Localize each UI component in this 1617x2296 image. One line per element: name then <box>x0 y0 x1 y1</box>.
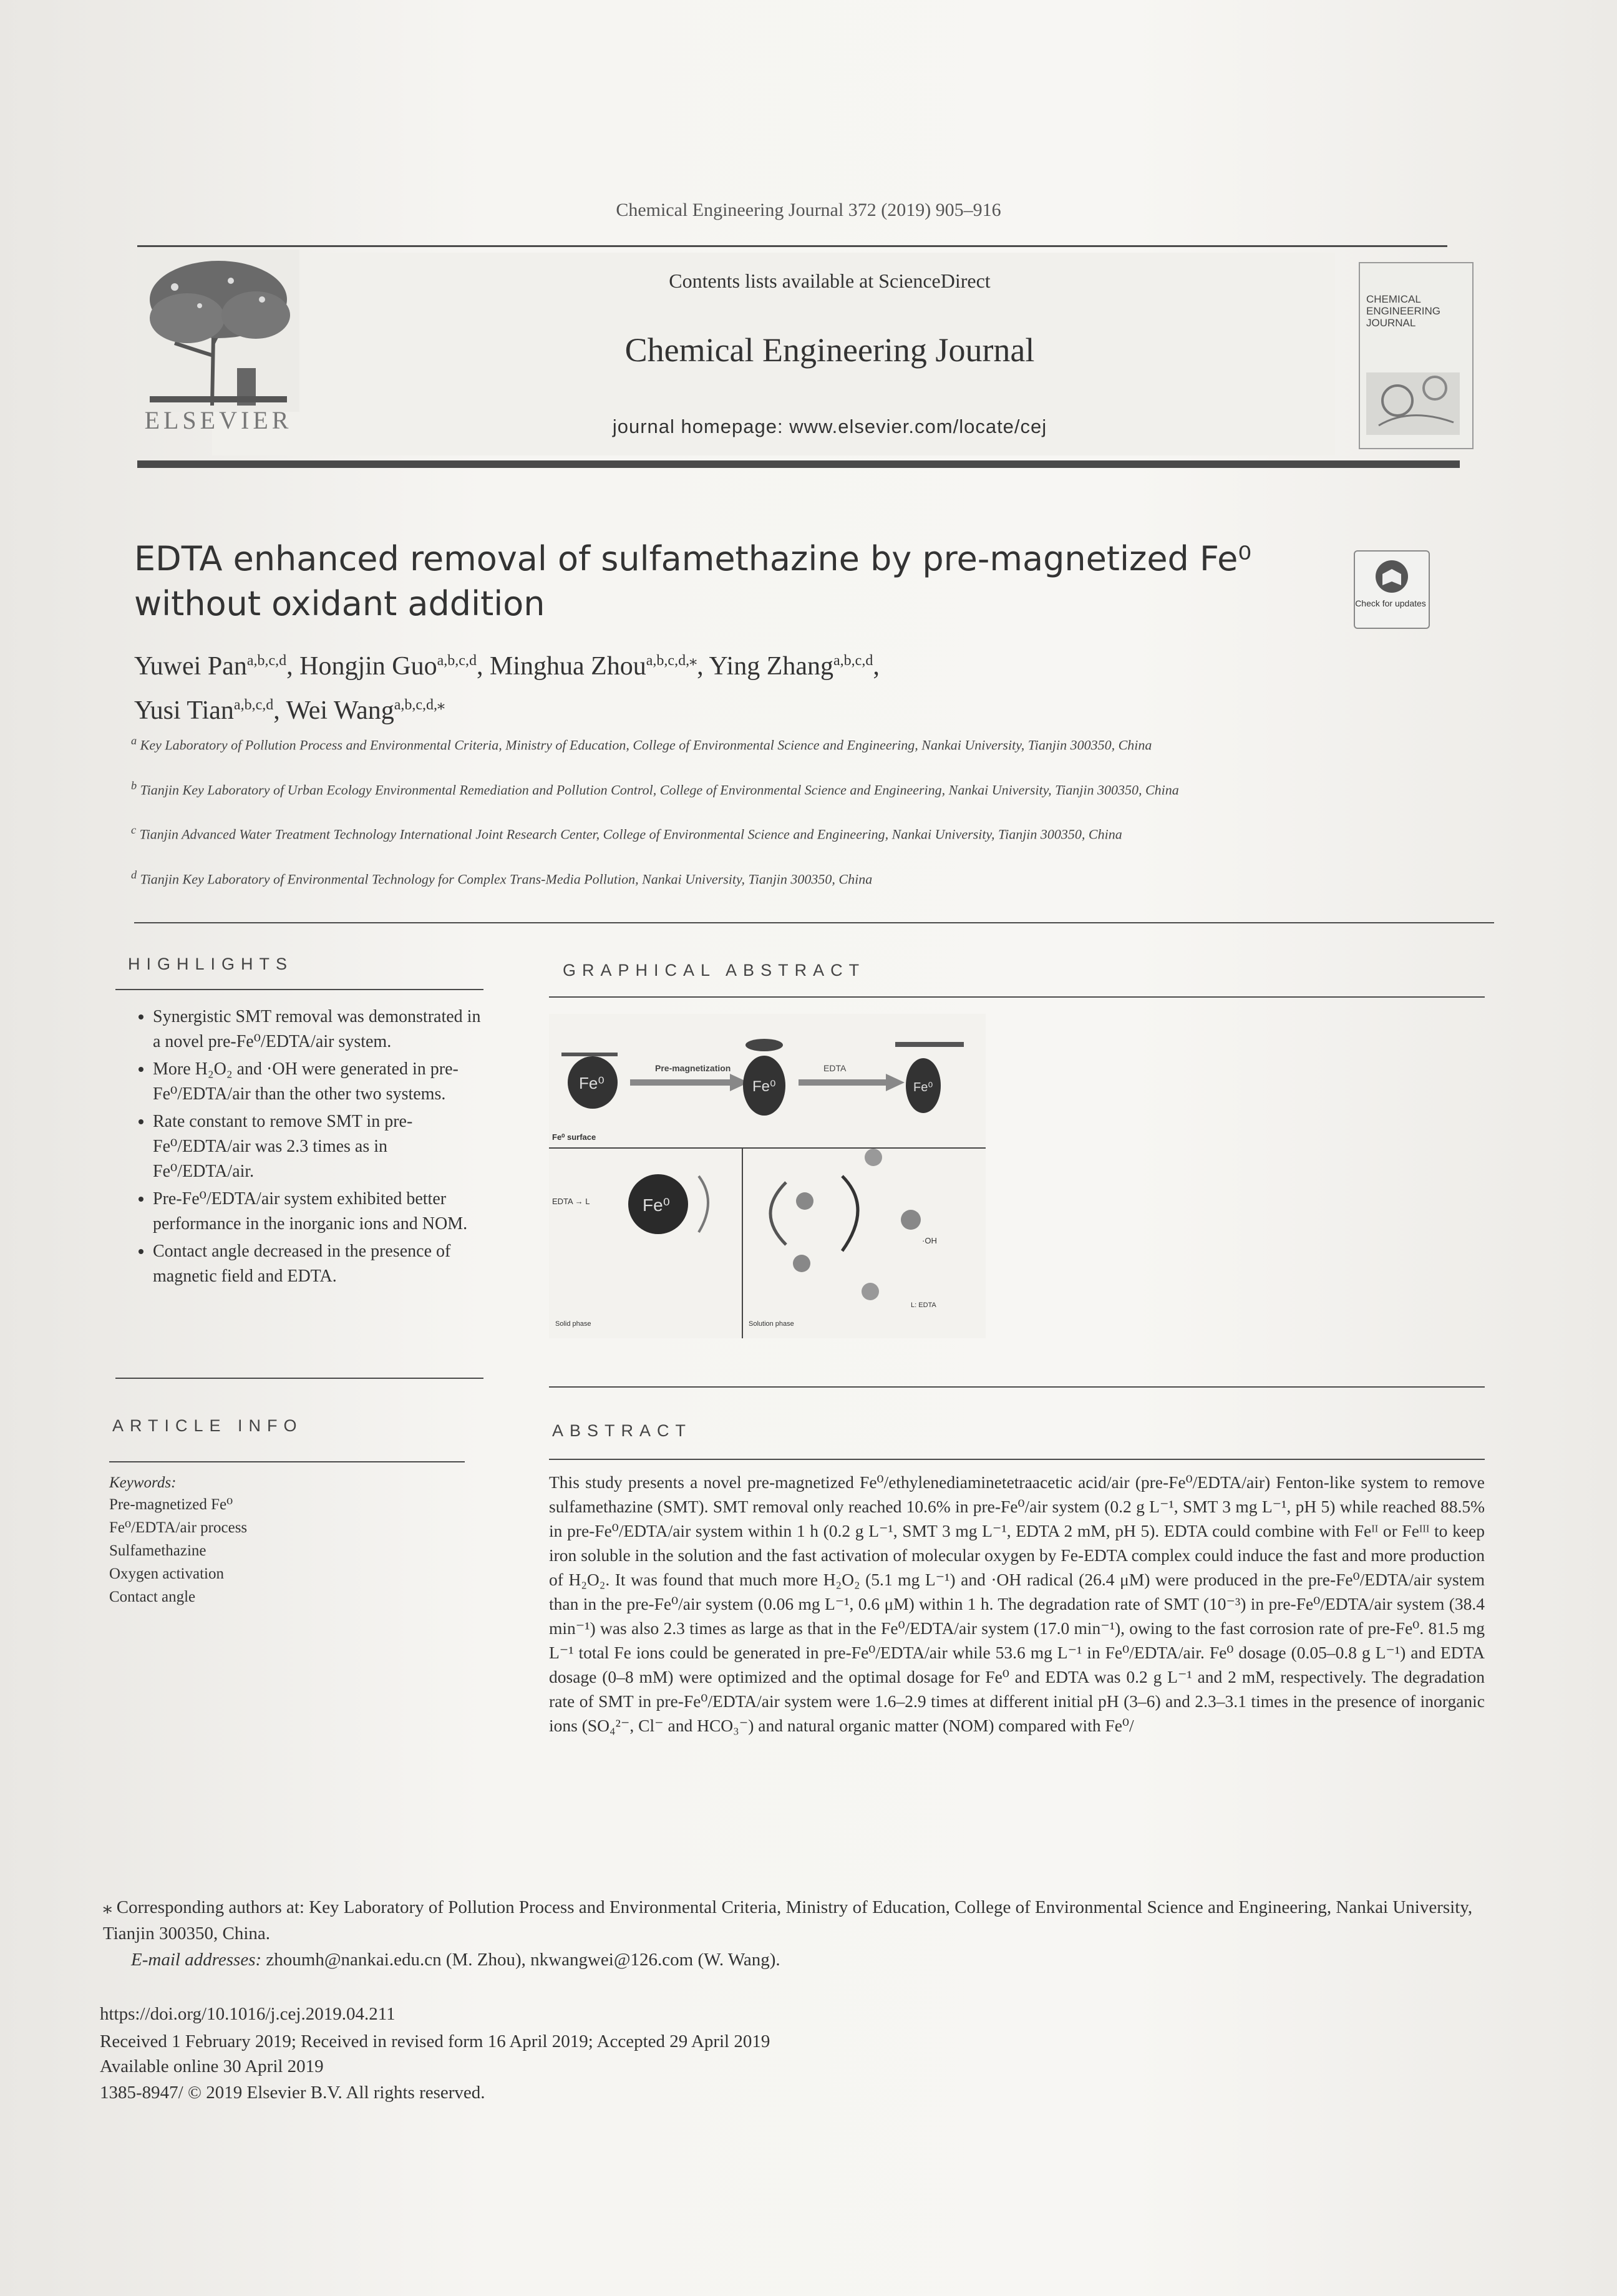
affiliation-rule <box>134 922 1494 923</box>
keyword-item: Fe⁰/EDTA/air process <box>109 1519 248 1536</box>
highlights-bottom-rule <box>115 1378 483 1379</box>
author[interactable]: Yusi Tian$^{a,b,c,d}$ <box>134 696 274 725</box>
article-info-heading: ARTICLE INFO <box>112 1416 303 1435</box>
header-thick-rule <box>137 460 1460 468</box>
ga-edta-arrow-label: EDTA <box>823 1063 847 1073</box>
ga-legend-label: L: EDTA <box>911 1301 936 1309</box>
journal-citation: Chemical Engineering Journal 372 (2019) 905–916 <box>616 200 1001 220</box>
highlight-item: • Pre-Fe⁰/EDTA/air system exhibited better performance in the inorganic ions and NOM. <box>153 1187 483 1237</box>
highlights-heading: HIGHLIGHTS <box>128 955 294 973</box>
doi-link[interactable]: https://doi.org/10.1016/j.cej.2019.04.211 <box>100 2004 396 2024</box>
abstract-heading: ABSTRACT <box>552 1421 692 1440</box>
ga-solution-phase-label: Solution phase <box>749 1320 794 1328</box>
email-addresses[interactable]: zhoumh@nankai.edu.cn (M. Zhou), nkwangwei@126.com (W. Wang). <box>266 1950 780 1970</box>
author[interactable]: Minghua Zhou$^{a,b,c,d,⁎}$ <box>489 652 697 681</box>
email-line <box>131 1947 1503 1973</box>
ga-oh-label: ·OH <box>922 1236 937 1245</box>
copyright-line: 1385-8947/ © 2019 Elsevier B.V. All rights reserved. <box>100 2083 485 2103</box>
ga-solid-phase-label: Solid phase <box>555 1320 591 1328</box>
ga-fe0-label: Fe⁰ <box>579 1074 605 1092</box>
ga-premag-label: Pre-magnetization <box>655 1063 731 1073</box>
keywords-label: Keywords: <box>109 1474 177 1491</box>
abstract-rule <box>549 1459 1485 1460</box>
author[interactable]: Ying Zhang$^{a,b,c,d}$ <box>709 652 873 681</box>
keyword-item: Sulfamethazine <box>109 1542 206 1559</box>
check-for-updates-label: Check for updates <box>1355 598 1426 608</box>
email-label: E-mail addresses: <box>131 1950 262 1970</box>
ga-fe0-label: Fe⁰ <box>913 1081 933 1094</box>
author[interactable]: Hongjin Guo$^{a,b,c,d}$ <box>299 652 477 681</box>
highlights-list <box>134 1004 483 1292</box>
graphical-abstract-bottom-rule <box>549 1386 1485 1388</box>
keyword-item: Pre-magnetized Fe⁰ <box>109 1496 233 1513</box>
highlight-item: • Contact angle decreased in the presence of magnetic field and EDTA. <box>153 1239 483 1289</box>
available-online: Available online 30 April 2019 <box>100 2056 324 2076</box>
journal-cover <box>1359 262 1474 449</box>
corresponding-author-note: ⁎ Corresponding authors at: Key Laboratory of Pollution Process and Environmental Criteria, Ministry of Education, College of Environmental Science and Engineering, Nankai University, Tianjin 300350, China. <box>103 1897 1473 1943</box>
highlights-rule <box>115 989 483 990</box>
graphical-abstract-heading: GRAPHICAL ABSTRACT <box>563 961 866 980</box>
journal-name: Chemical Engineering Journal <box>624 331 1035 369</box>
journal-homepage-link[interactable]: journal homepage: www.elsevier.com/locate/cej <box>612 416 1047 437</box>
top-rule <box>137 245 1447 247</box>
ga-fe0-label: Fe⁰ <box>643 1195 670 1215</box>
contents-available-line: Contents lists available at ScienceDirect <box>669 270 991 292</box>
highlight-item: • Rate constant to remove SMT in pre-Fe⁰/EDTA/air was 2.3 times as in Fe⁰/EDTA/air. <box>153 1109 483 1184</box>
article-title: EDTA enhanced removal of sulfamethazine by pre-magnetized Fe⁰ without oxidant addition <box>134 539 1251 623</box>
ga-fe0-label: Fe⁰ <box>752 1078 776 1095</box>
highlight-item: • Synergistic SMT removal was demonstrated in a novel pre-Fe⁰/EDTA/air system. <box>153 1004 483 1054</box>
graphical-abstract-rule <box>549 996 1485 998</box>
received-dates: Received 1 February 2019; Received in revised form 16 April 2019; Accepted 29 April 2019 <box>100 2031 770 2051</box>
keyword-item: Oxygen activation <box>109 1565 224 1582</box>
ga-edta-l-label: EDTA → L <box>552 1197 590 1206</box>
elsevier-wordmark: ELSEVIER <box>144 406 293 434</box>
journal-cover-title: CHEMICAL ENGINEERING JOURNAL <box>1366 293 1441 329</box>
keyword-item: Contact angle <box>109 1588 196 1605</box>
author-list: Yuwei Pan$^{a,b,c,d}$, Hongjin Guo$^{a,b,c,d}$, Minghua Zhou$^{a,b,c,d,⁎}$, Ying Zhang$^{a,b,c,d}$, Yusi Tian$^{a,b,c,d}$, Wei Wang$^{a,b,c,d,⁎}$ <box>134 652 880 725</box>
affiliation-b: $^b$ Tianjin Key Laboratory of Urban Ecology Environmental Remediation and Pollution Control, College of Environmental Science and Engineering, Nankai University, Tianjin 300350, China <box>131 779 1179 798</box>
abstract-text: This study presents a novel pre-magnetized Fe⁰/ethylenediaminetetraacetic acid/air (pre-Fe⁰/EDTA/air) Fenton-like system to remove sulfamethazine (SMT). SMT removal only reached 10.6% in pre-Fe⁰/air system (0.2 g L⁻¹, SMT 3 mg L⁻¹, pH 5) while reached 88.5% in pre-Fe⁰/EDTA/air system within 1 h (0.2 g L⁻¹, SMT 3 mg L⁻¹, EDTA 2 mM, pH 5). EDTA could combine with Feᴵᴵ or Feᴵᴵᴵ to keep iron soluble in the solution and the fast activation of molecular oxygen by Fe-EDTA complex could induce the fast and more production of H₂O₂. It was found that much more H₂O₂ (5.1 mg L⁻¹) and ·OH radical (26.4 μM) were produced in the pre-Fe⁰/EDTA/air system than in the pre-Fe⁰/air system (0.06 mg L⁻¹, 0.6 μM) within 1 h. The degradation rate of SMT (10⁻³) in pre-Fe⁰/EDTA/air system (38.4 min⁻¹) was also 2.3 times as large as that in the Fe⁰/EDTA/air system (17.0 min⁻¹), owing to the fast corrosion rate of pre-Fe⁰. 81.5 mg L⁻¹ total Fe ions could be generated in pre-Fe⁰/EDTA/air while 53.6 mg L⁻¹ in Fe⁰/EDTA/air. Fe⁰ dosage (0.05–0.8 g L⁻¹) and EDTA dosage (0–8 mM) were optimized and the optimal dosage for Fe⁰ and EDTA was 0.2 g L⁻¹ and 2 mM, respectively. The degradation rate of SMT in pre-Fe⁰/EDTA/air system were 1.6–2.9 times at different initial pH (3–6) and 2.3–3.1 times in the presence of inorganic ions (SO₄²⁻, Cl⁻ and HCO₃⁻) and natural organic matter (NOM) compared with Fe⁰/ <box>549 1472 1485 1735</box>
highlight-item: • More H₂O₂ and ·OH were generated in pre-Fe⁰/EDTA/air than the other two systems. <box>153 1057 483 1107</box>
affiliation-d: $^d$ Tianjin Key Laboratory of Environmental Technology for Complex Trans-Media Pollution, Nankai University, Tianjin 300350, China <box>131 868 873 887</box>
author[interactable]: Wei Wang$^{a,b,c,d,⁎}$ <box>286 696 445 725</box>
check-for-updates-badge[interactable] <box>1354 550 1430 629</box>
article-info-rule <box>109 1461 465 1462</box>
graphical-abstract-figure <box>549 1014 986 1338</box>
author[interactable]: Yuwei Pan$^{a,b,c,d}$ <box>134 652 287 681</box>
ga-surface-label: Fe⁰ surface <box>552 1132 596 1142</box>
affiliation-a: $^a$ Key Laboratory of Pollution Process and Environmental Criteria, Ministry of Education, College of Environmental Science and Engineering, Nankai University, Tianjin 300350, China <box>131 734 1152 753</box>
affiliation-c: $^c$ Tianjin Advanced Water Treatment Technology International Joint Research Center, College of Environmental Science and Engineering, Nankai University, Tianjin 300350, China <box>131 824 1122 842</box>
